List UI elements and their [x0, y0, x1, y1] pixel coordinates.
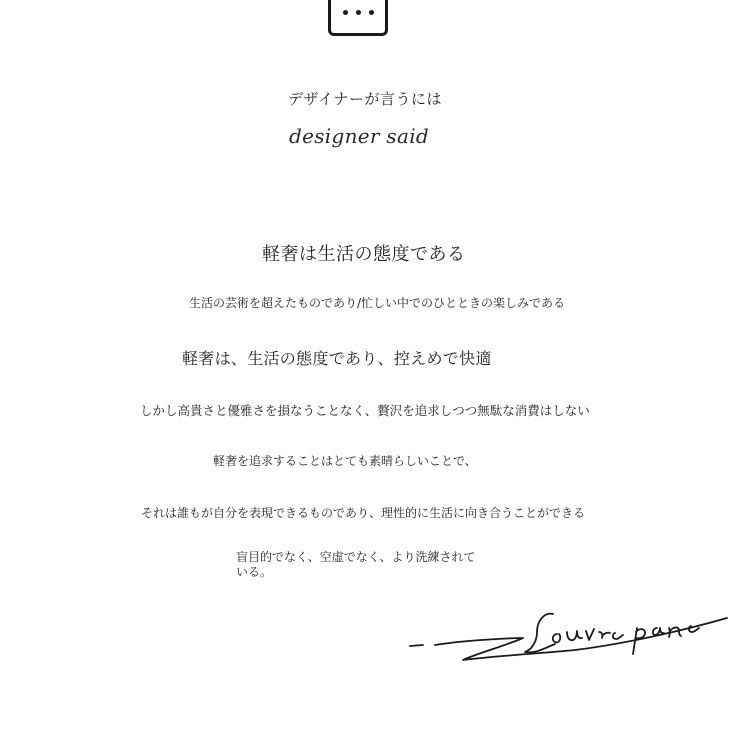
paragraph-line: しかし高貴さと優雅さを損なうことなく、贅沢を追求しつつ無駄な消費はしない — [140, 403, 590, 418]
chat-bubble-icon — [328, 0, 388, 36]
paragraph-line: 盲目的でなく、空虚でなく、より洗練されている。 — [236, 550, 476, 579]
dot-icon — [356, 10, 361, 15]
signature-image — [405, 598, 735, 668]
dot-icon — [369, 10, 374, 15]
paragraph-line: 軽奢を追求することはとても素晴らしいことで、 — [213, 454, 477, 468]
paragraph-line: 生活の芸術を超えたものであり/忙しい中でのひとときの楽しみである — [189, 296, 566, 310]
subheading: 軽奢は、生活の態度であり、控えめで快適 — [182, 349, 492, 368]
page-title: 軽奢は生活の態度である — [262, 244, 466, 265]
paragraph-line: それは誰もが自分を表現できるものであり、理性的に生活に向き合うことができる — [141, 506, 586, 520]
dot-icon — [343, 10, 348, 15]
designer-script-heading: designer said — [289, 124, 430, 148]
designer-heading: デザイナーが言うには — [288, 90, 442, 108]
